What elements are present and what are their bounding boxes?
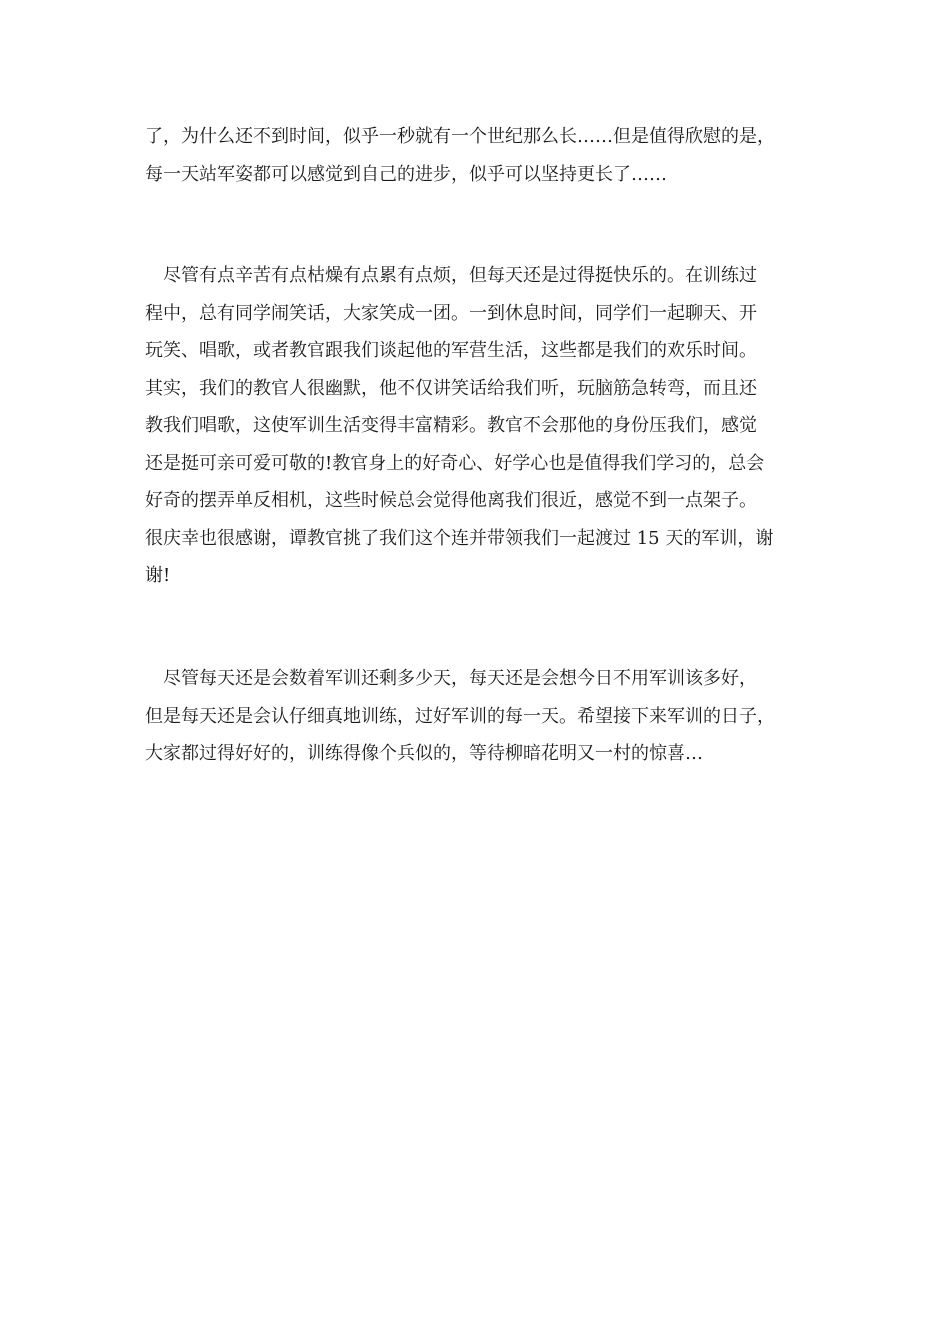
text-line: 但是每天还是会认仔细真地训练，过好军训的每一天。希望接下来军训的日子， — [145, 705, 775, 727]
text-line: 其实，我们的教官人很幽默，他不仅讲笑话给我们听，玩脑筋急转弯，而且还 — [145, 377, 757, 399]
text-line: 每一天站军姿都可以感觉到自己的进步，似乎可以坚持更长了…… — [145, 163, 667, 185]
text-line: 了，为什么还不到时间，似乎一秒就有一个世纪那么长……但是值得欣慰的是， — [145, 126, 775, 147]
text-line: 程中，总有同学闹笑话，大家笑成一团。一到休息时间，同学们一起聊天、开 — [145, 302, 757, 324]
paragraph-3 — [145, 660, 810, 773]
text-line: 大家都过得好好的，训练得像个兵似的，等待柳暗花明又一村的惊喜… — [145, 743, 703, 764]
paragraph-2 — [145, 257, 810, 595]
text-line: 很庆幸也很感谢，谭教官挑了我们这个连并带领我们一起渡过 15 天的军训，谢 — [145, 527, 774, 549]
text-line: 教我们唱歌，这使军训生活变得丰富精彩。教官不会那他的身份压我们，感觉 — [145, 415, 757, 436]
text-line: 尽管有点辛苦有点枯燥有点累有点烦，但每天还是过得挺快乐的。在训练过 — [145, 265, 757, 286]
text-line: 尽管每天还是会数着军训还剩多少天，每天还是会想今日不用军训该多好， — [145, 668, 757, 689]
text-line: 玩笑、唱歌，或者教官跟我们谈起他的军营生活，这些都是我们的欢乐时间。 — [145, 340, 757, 361]
text-line: 好奇的摆弄单反相机，这些时候总会觉得他离我们很近，感觉不到一点架子。 — [145, 490, 757, 511]
paragraph-1 — [145, 118, 810, 193]
text-line: 谢! — [145, 565, 171, 586]
text-line: 还是挺可亲可爱可敬的!教官身上的好奇心、好学心也是值得我们学习的，总会 — [145, 452, 765, 474]
